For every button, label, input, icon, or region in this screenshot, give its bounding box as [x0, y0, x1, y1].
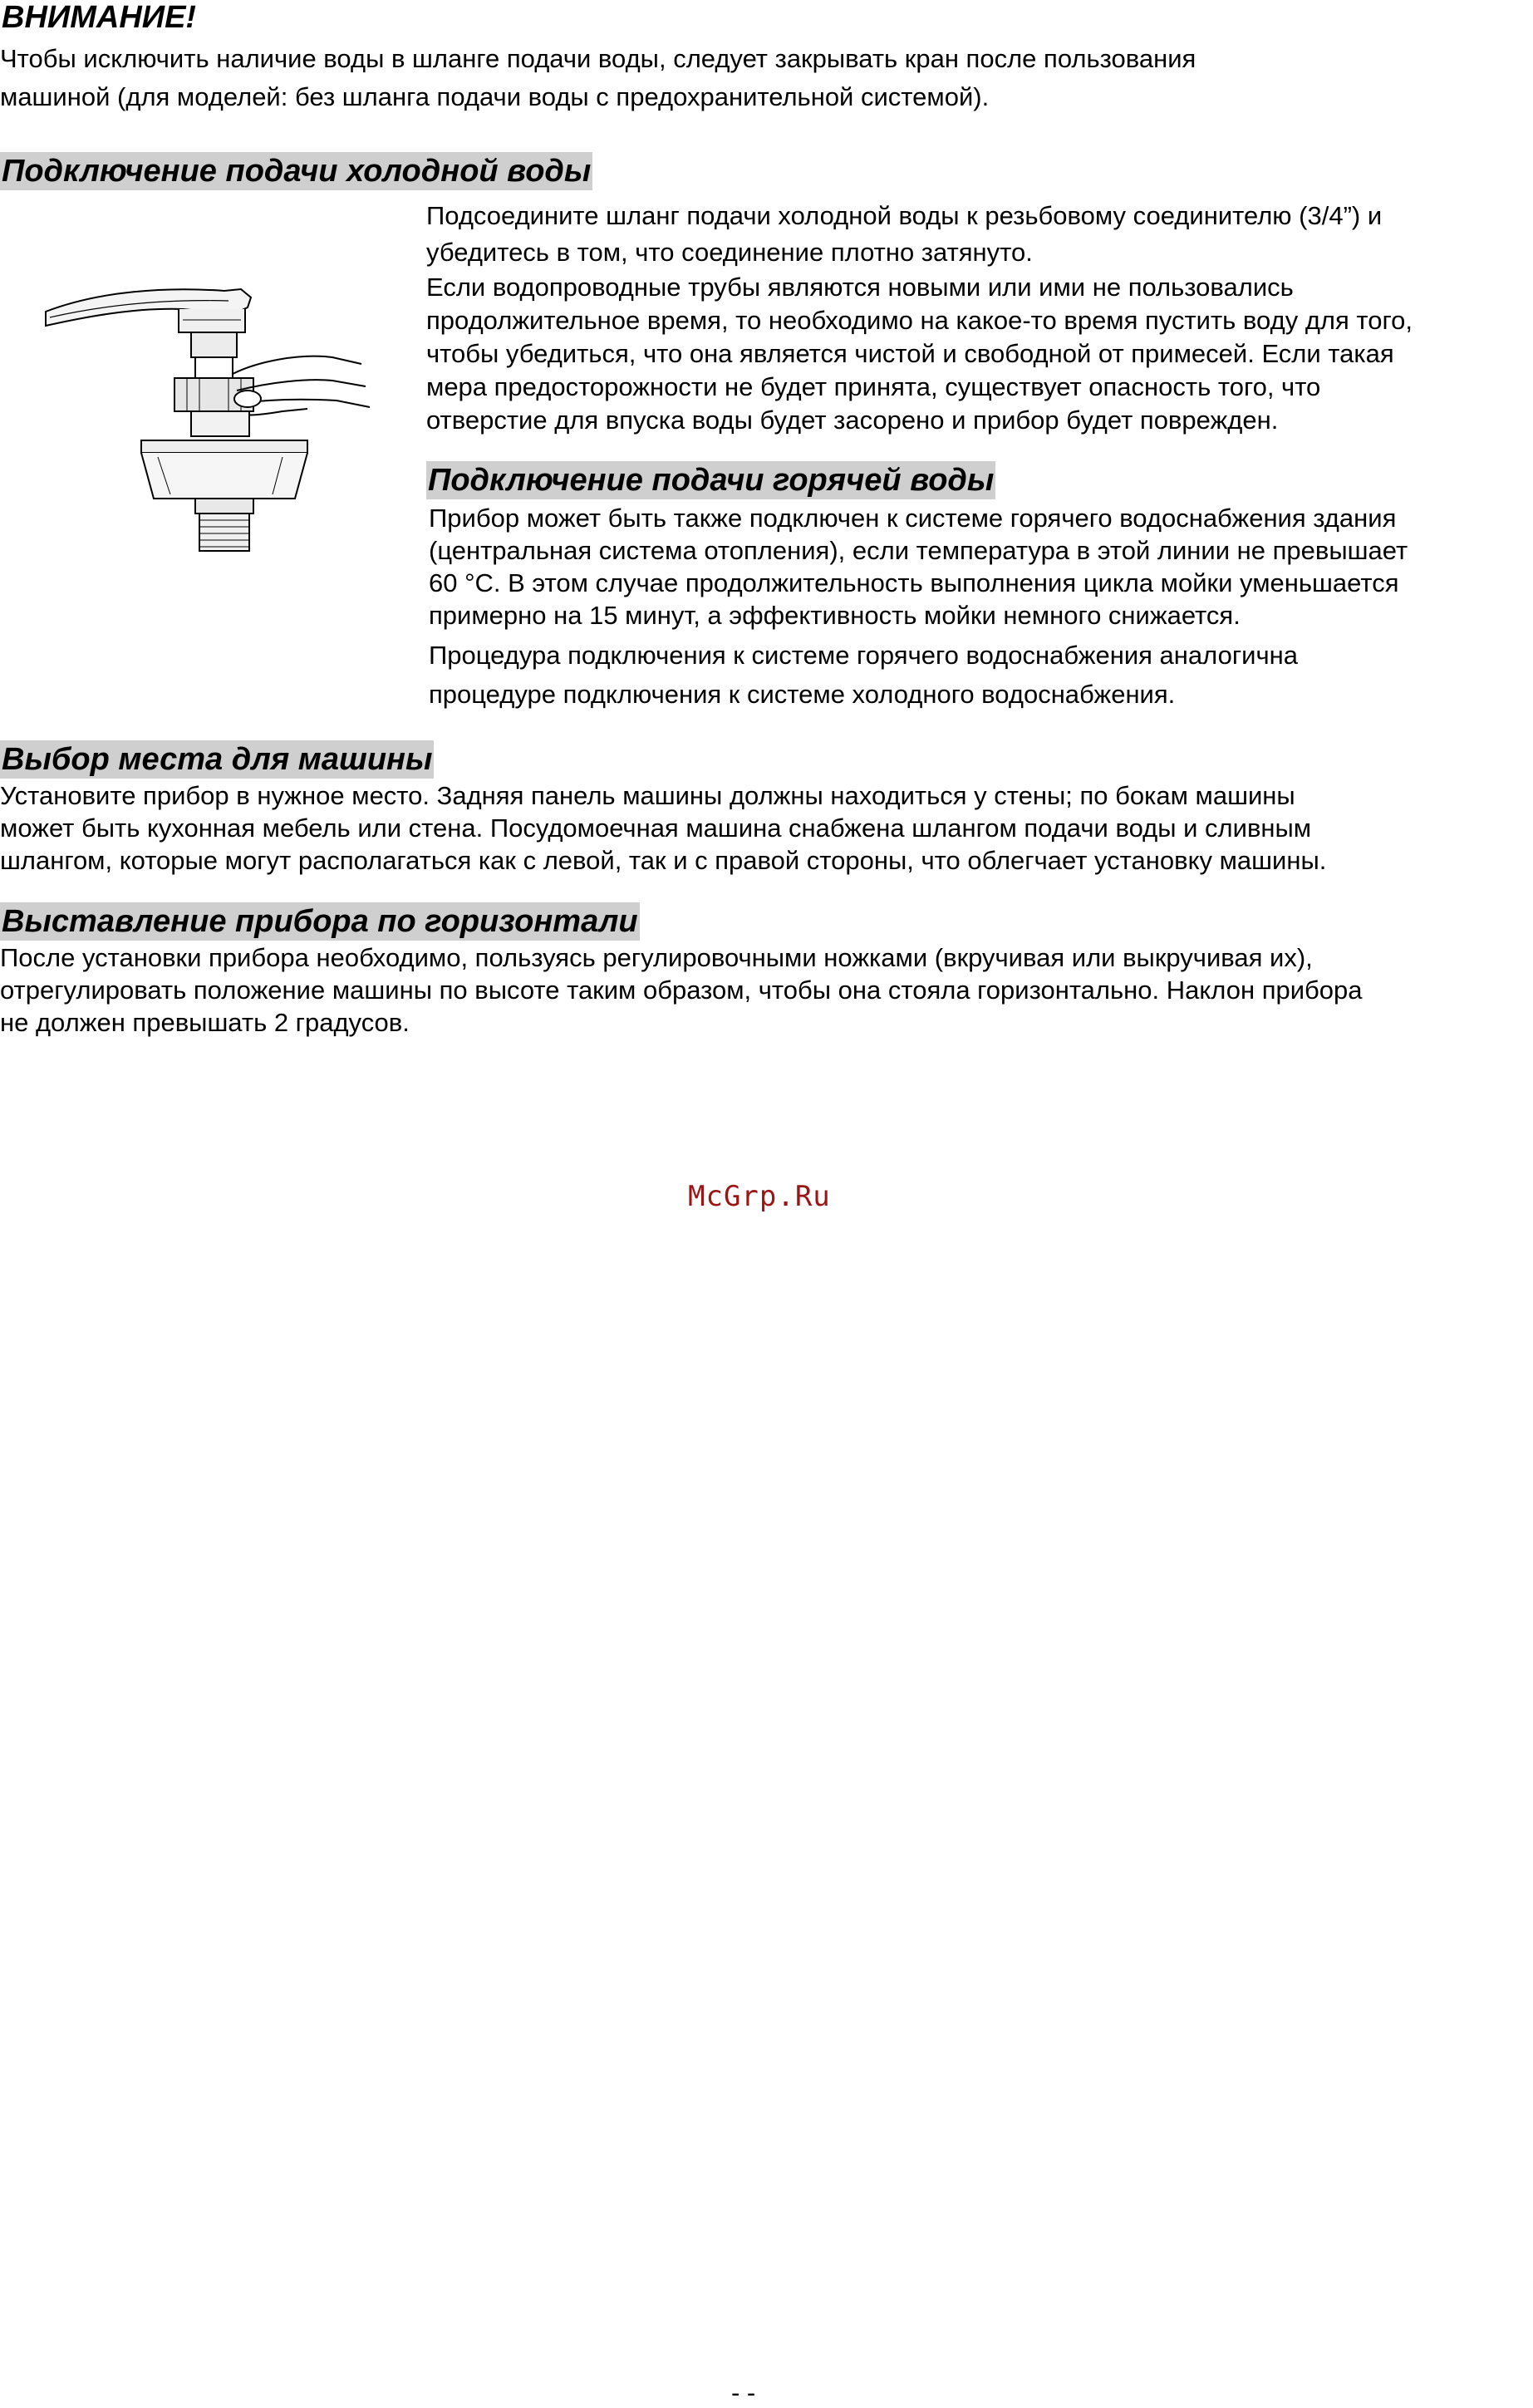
- placement-text: [0, 779, 1326, 877]
- placement-line: Установите прибор в нужное место. Задняя панель машины должны находиться у стены; по бокам машины: [0, 781, 1295, 810]
- placement-line: шлангом, которые могут располагаться как с левой, так и с правой стороны, что облегчает установку машины.: [0, 846, 1327, 875]
- leveling-line: отрегулировать положение машины по высоте таким образом, чтобы она стояла горизонтально. Наклон прибора: [0, 975, 1363, 1005]
- cold-water-line: отверстие для впуска воды будет засорено и прибор будет поврежден.: [426, 405, 1279, 435]
- warning-line: Чтобы исключить наличие воды в шланге подачи воды, следует закрывать кран после пользования: [0, 44, 1196, 73]
- leveling-line: не должен превышать 2 градусов.: [0, 1008, 410, 1037]
- placement-line: может быть кухонная мебель или стена. Посудомоечная машина снабжена шлангом подачи воды и сливным: [0, 813, 1312, 843]
- hot-water-text: [429, 502, 1408, 631]
- cold-water-title: Подключение подачи холодной воды: [2, 154, 592, 189]
- cold-water-line: убедитесь в том, что соединение плотно затянуто.: [426, 238, 1033, 267]
- leveling-line: После установки прибора необходимо, пользуясь регулировочными ножками (вкручивая или выкручивая их),: [0, 943, 1313, 972]
- tap-hose-connection-icon: [33, 274, 382, 573]
- watermark: McGrp.Ru: [688, 1180, 831, 1213]
- cold-water-line: мера предосторожности не будет принята, существует опасность того, что: [426, 372, 1321, 401]
- hot-water-line: Прибор может быть также подключен к системе горячего водоснабжения здания: [429, 504, 1397, 533]
- hot-water-line: 60 °С. В этом случае продолжительность выполнения цикла мойки уменьшается: [429, 568, 1399, 597]
- cold-water-line: Если водопроводные трубы являются новыми или ими не пользовались: [426, 273, 1294, 302]
- placement-title: Выбор места для машины: [2, 742, 433, 777]
- hot-water-line: (центральная система отопления), если температура в этой линии не превышает: [429, 536, 1408, 565]
- leveling-text: [0, 941, 1363, 1039]
- hot-water-line: процедуре подключения к системе холодного водоснабжения.: [429, 680, 1176, 709]
- warning-text: [0, 40, 1196, 116]
- leveling-title: Выставление прибора по горизонтали: [2, 904, 638, 939]
- cold-water-line: продолжительное время, то необходимо на какое-то время пустить воду для того,: [426, 306, 1413, 335]
- cold-water-line: Подсоедините шланг подачи холодной воды к резьбовому соединителю (3/4”) и: [426, 201, 1383, 230]
- hot-water-line: примерно на 15 минут, а эффективность мойки немного снижается.: [429, 601, 1241, 630]
- cold-water-line: чтобы убедиться, что она является чистой и свободной от примесей. Если такая: [426, 339, 1394, 368]
- warning-line: машиной (для моделей: без шланга подачи воды с предохранительной системой).: [0, 82, 990, 111]
- cold-water-text: [426, 198, 1413, 437]
- hot-water-text-2: [429, 636, 1298, 714]
- hot-water-line: Процедура подключения к системе горячего водоснабжения аналогична: [429, 641, 1298, 670]
- page-number: - -: [731, 2378, 756, 2407]
- warning-title: ВНИМАНИЕ!: [2, 0, 197, 35]
- hot-water-title: Подключение подачи горячей воды: [428, 463, 995, 498]
